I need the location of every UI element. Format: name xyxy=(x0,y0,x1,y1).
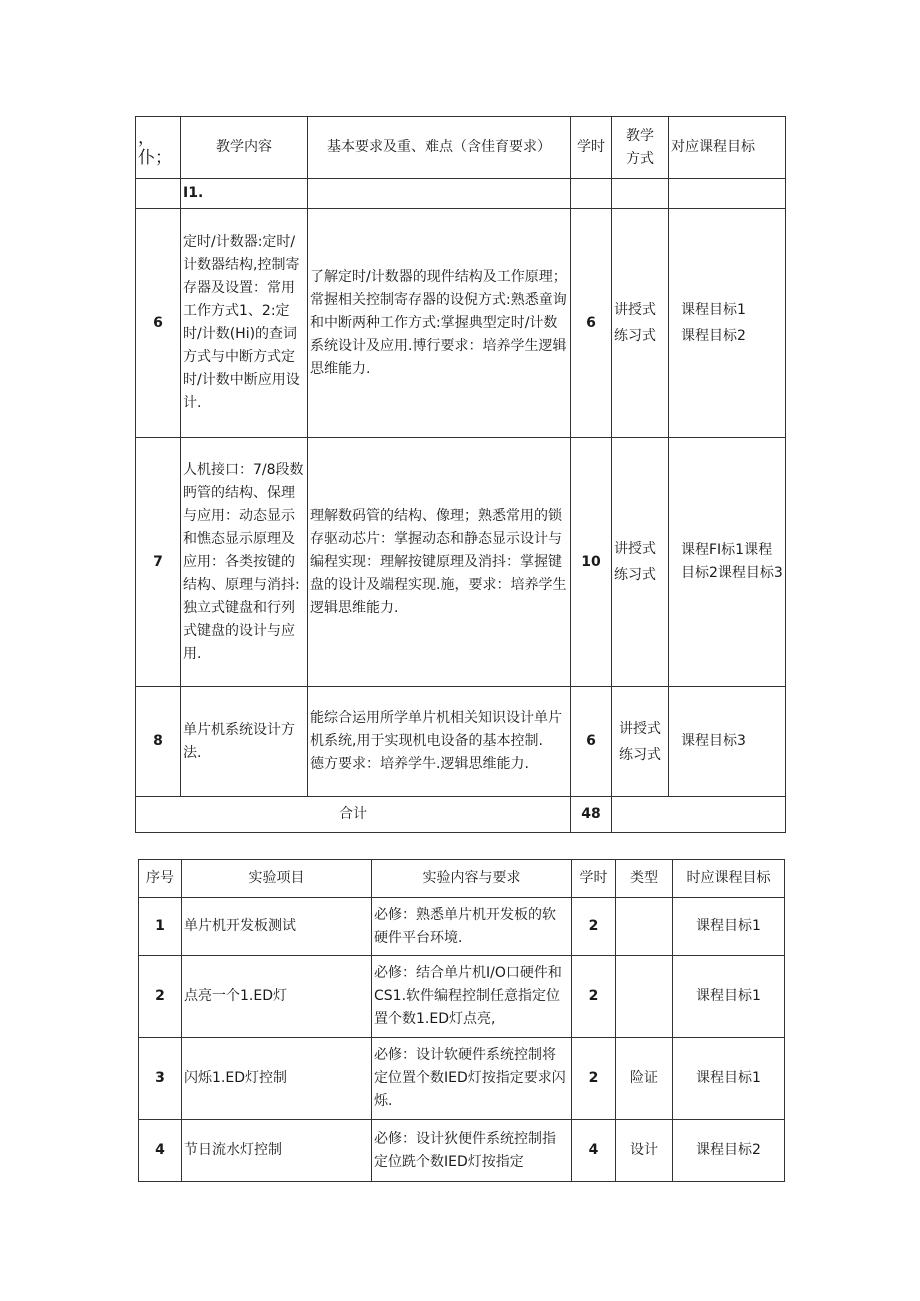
course-content-table xyxy=(135,116,786,833)
table-row xyxy=(136,438,786,687)
total-label: 合计 xyxy=(136,797,571,833)
experiment-table xyxy=(138,859,785,1182)
row-content: 必修：熟悉单片机开发板的软硬件平台环境. xyxy=(372,898,572,956)
row-content: 必修：结合单片机I/O口硬件和CS1.软件编程控制任意指定位置个数1.ED灯点亮, xyxy=(372,956,572,1038)
row-content: 单片机系统设计方法. xyxy=(181,687,308,797)
row-goals: 课程目标2 xyxy=(673,1120,785,1182)
row-content: I1. xyxy=(181,179,308,209)
table-row xyxy=(139,1120,785,1182)
header-no: ， 仆； xyxy=(136,117,181,179)
table-header-row xyxy=(136,117,786,179)
row-project: 点亮一个1.ED灯 xyxy=(182,956,372,1038)
row-goals: 课程FI标1课程目标2课程目标3 xyxy=(669,438,786,687)
row-hours: 2 xyxy=(572,1038,616,1120)
header-goals: 时应课程目标 xyxy=(673,860,785,898)
row-project: 单片机开发板测试 xyxy=(182,898,372,956)
row-content: 必修：设计狄便件系统控制指定位跣个数IED灯按指定 xyxy=(372,1120,572,1182)
header-method: 教学 方式 xyxy=(612,117,669,179)
row-content: 必修：设计软硬件系统控制将定位置个数IED灯按指定要求闪烁. xyxy=(372,1038,572,1120)
row-requirements: 了解定时/计数器的现件结构及工作原理；常握相关控制寄存器的设倪方式:熟悉童询和中断两种工作方式:掌握典型定时/计数系统设计及应用.博行要求：培养学生逻辑思维能力. xyxy=(308,209,571,438)
row-hours: 10 xyxy=(571,438,612,687)
row-method: 讲授式 练习式 xyxy=(612,209,669,438)
row-hours: 6 xyxy=(571,209,612,438)
header-content: 实验内容与要求 xyxy=(372,860,572,898)
table-row xyxy=(139,898,785,956)
row-goals: 课程目标3 xyxy=(669,687,786,797)
row-hours: 4 xyxy=(572,1120,616,1182)
row-content: 定时/计数器:定时/计数器结构,控制寄存器及设置：常用工作方式1、2:定时/计数(Hi)的查词方式与中断方式定时/计数中断应用设计. xyxy=(181,209,308,438)
table-row xyxy=(136,209,786,438)
row-no: 1 xyxy=(139,898,182,956)
row-goals: 课程目标1 xyxy=(673,1038,785,1120)
table-row xyxy=(139,1038,785,1120)
table-row xyxy=(136,687,786,797)
table-row xyxy=(139,956,785,1038)
row-method: 讲授式 练习式 xyxy=(612,687,669,797)
header-no: 序号 xyxy=(139,860,182,898)
header-hours: 学时 xyxy=(571,117,612,179)
header-goals: 对应课程目标 xyxy=(669,117,786,179)
row-content: 人机接口：7/8段数眄管的结构、保理与应用：动态显示和憔态显示原理及应用：各类按键的结构、原理与消抖:独立式键盘和行列式键盘的设计与应用. xyxy=(181,438,308,687)
row-type: 设计 xyxy=(616,1120,673,1182)
row-requirements: 能综合运用所学单片机相关知识设计单片机系统,用于实现机电设备的基本控制. 德方要求：培养学牛.逻辑思维能力. xyxy=(308,687,571,797)
table-total-row xyxy=(136,797,786,833)
table-row xyxy=(136,179,786,209)
row-requirements: 理解数码管的结构、像理；熟悉常用的锁存驱动芯片：掌握动态和静态显示设计与编程实现：理解按键原理及消抖：掌握键盘的设计及端程实现.施，要求：培养学生逻辑思维能力. xyxy=(308,438,571,687)
row-no: 7 xyxy=(136,438,181,687)
row-no: 3 xyxy=(139,1038,182,1120)
row-hours: 2 xyxy=(572,898,616,956)
row-type xyxy=(616,898,673,956)
row-type: 险证 xyxy=(616,1038,673,1120)
row-goals: 课程目标1 课程目标2 xyxy=(669,209,786,438)
header-hours: 学时 xyxy=(572,860,616,898)
row-hours: 2 xyxy=(572,956,616,1038)
row-goals: 课程目标1 xyxy=(673,956,785,1038)
row-goals: 课程目标1 xyxy=(673,898,785,956)
header-project: 实验项目 xyxy=(182,860,372,898)
total-hours: 48 xyxy=(571,797,612,833)
table-header-row xyxy=(139,860,785,898)
header-requirements: 基本要求及重、难点（含佳育要求） xyxy=(308,117,571,179)
row-method: 讲授式 练习式 xyxy=(612,438,669,687)
header-type: 类型 xyxy=(616,860,673,898)
row-no: 2 xyxy=(139,956,182,1038)
row-no: 8 xyxy=(136,687,181,797)
header-content: 教学内容 xyxy=(181,117,308,179)
row-type xyxy=(616,956,673,1038)
row-no: 6 xyxy=(136,209,181,438)
row-no: 4 xyxy=(139,1120,182,1182)
row-hours: 6 xyxy=(571,687,612,797)
row-project: 节日流水灯控制 xyxy=(182,1120,372,1182)
row-project: 闪烁1.ED灯控制 xyxy=(182,1038,372,1120)
